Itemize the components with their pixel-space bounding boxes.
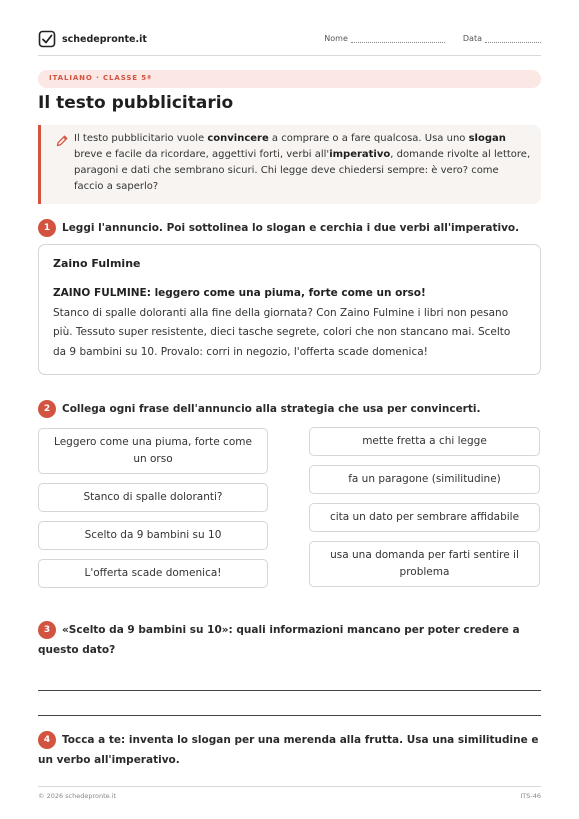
ad-box (38, 244, 541, 375)
question-text: «Scelto da 9 bambini su 10»: quali informazioni mancano per poter credere a questo dato? (38, 624, 520, 656)
match-left-item[interactable]: L'offerta scade domenica! (38, 559, 268, 588)
question-number: 1 (38, 219, 56, 237)
question-number: 2 (38, 400, 56, 418)
site-logo (38, 30, 147, 48)
question-4 (38, 730, 541, 770)
page-header (38, 28, 541, 56)
answer-line[interactable] (38, 715, 541, 716)
name-label: Nome (324, 34, 348, 43)
question-text: Tocca a te: inventa lo slogan per una merenda alla frutta. Usa una similitudine e un verbo all'imperativo. (38, 734, 539, 766)
match-right-item[interactable]: fa un paragone (similitudine) (309, 465, 540, 494)
footer-code: ITS-46 (520, 792, 541, 800)
name-field[interactable] (324, 34, 445, 43)
name-blank[interactable] (351, 35, 445, 43)
subject-label: ITALIANO · CLASSE 5ª (49, 74, 152, 82)
match-right-item[interactable]: usa una domanda per farti sentire il problema (309, 541, 540, 587)
match-left-item[interactable]: Leggero come una piuma, forte come un orso (38, 428, 268, 474)
info-callout (38, 125, 541, 204)
page-title: Il testo pubblicitario (38, 93, 234, 113)
ad-title: Zaino Fulmine (53, 257, 141, 270)
match-right-item[interactable]: cita un dato per sembrare affidabile (309, 503, 540, 532)
ad-text[interactable] (53, 284, 526, 362)
ad-body[interactable]: Stanco di spalle doloranti alla fine della giornata? Con Zaino Fulmine i libri non pesano più. Tessuto super resistente, dieci tasche segrete, colori che non stancano mai. Scelto da 9 bambini su 10. Provalo: corri in negozio, l'offerta scade domenica! (53, 306, 511, 358)
question-1 (38, 218, 541, 238)
question-2 (38, 399, 541, 419)
question-number: 3 (38, 621, 56, 639)
site-name: schedepronte.it (62, 33, 147, 45)
ad-slogan[interactable]: ZAINO FULMINE: leggero come una piuma, forte come un orso! (53, 287, 426, 299)
subject-banner (38, 70, 541, 88)
student-fields (324, 34, 541, 43)
match-left-item[interactable]: Stanco di spalle doloranti? (38, 483, 268, 512)
date-blank[interactable] (485, 35, 541, 43)
pencil-icon (55, 134, 69, 148)
question-number: 4 (38, 731, 56, 749)
date-label: Data (462, 34, 482, 43)
footer-copyright: © 2026 schedepronte.it (38, 792, 117, 800)
page-footer (38, 786, 541, 800)
date-field[interactable] (463, 34, 541, 43)
callout-text: Il testo pubblicitario vuole convincere a comprare o a fare qualcosa. Usa uno slogan breve e facile da ricordare, aggettivi forti, verbi all'imperativo, domande rivolte al lettore, paragoni e dati che sembrano sicuri. Chi legge deve chiedersi sempre: è vero? come faccio a saperlo? (74, 133, 531, 192)
question-text: Leggi l'annuncio. Poi sottolinea lo slogan e cerchia i due verbi all'imperativo. (62, 222, 520, 234)
match-right-item[interactable]: mette fretta a chi legge (309, 427, 540, 456)
question-3 (38, 620, 541, 660)
match-left-item[interactable]: Scelto da 9 bambini su 10 (38, 521, 268, 550)
answer-line[interactable] (38, 690, 541, 691)
question-text: Collega ogni frase dell'annuncio alla strategia che usa per convincerti. (62, 403, 481, 415)
checkbox-icon (38, 30, 56, 48)
